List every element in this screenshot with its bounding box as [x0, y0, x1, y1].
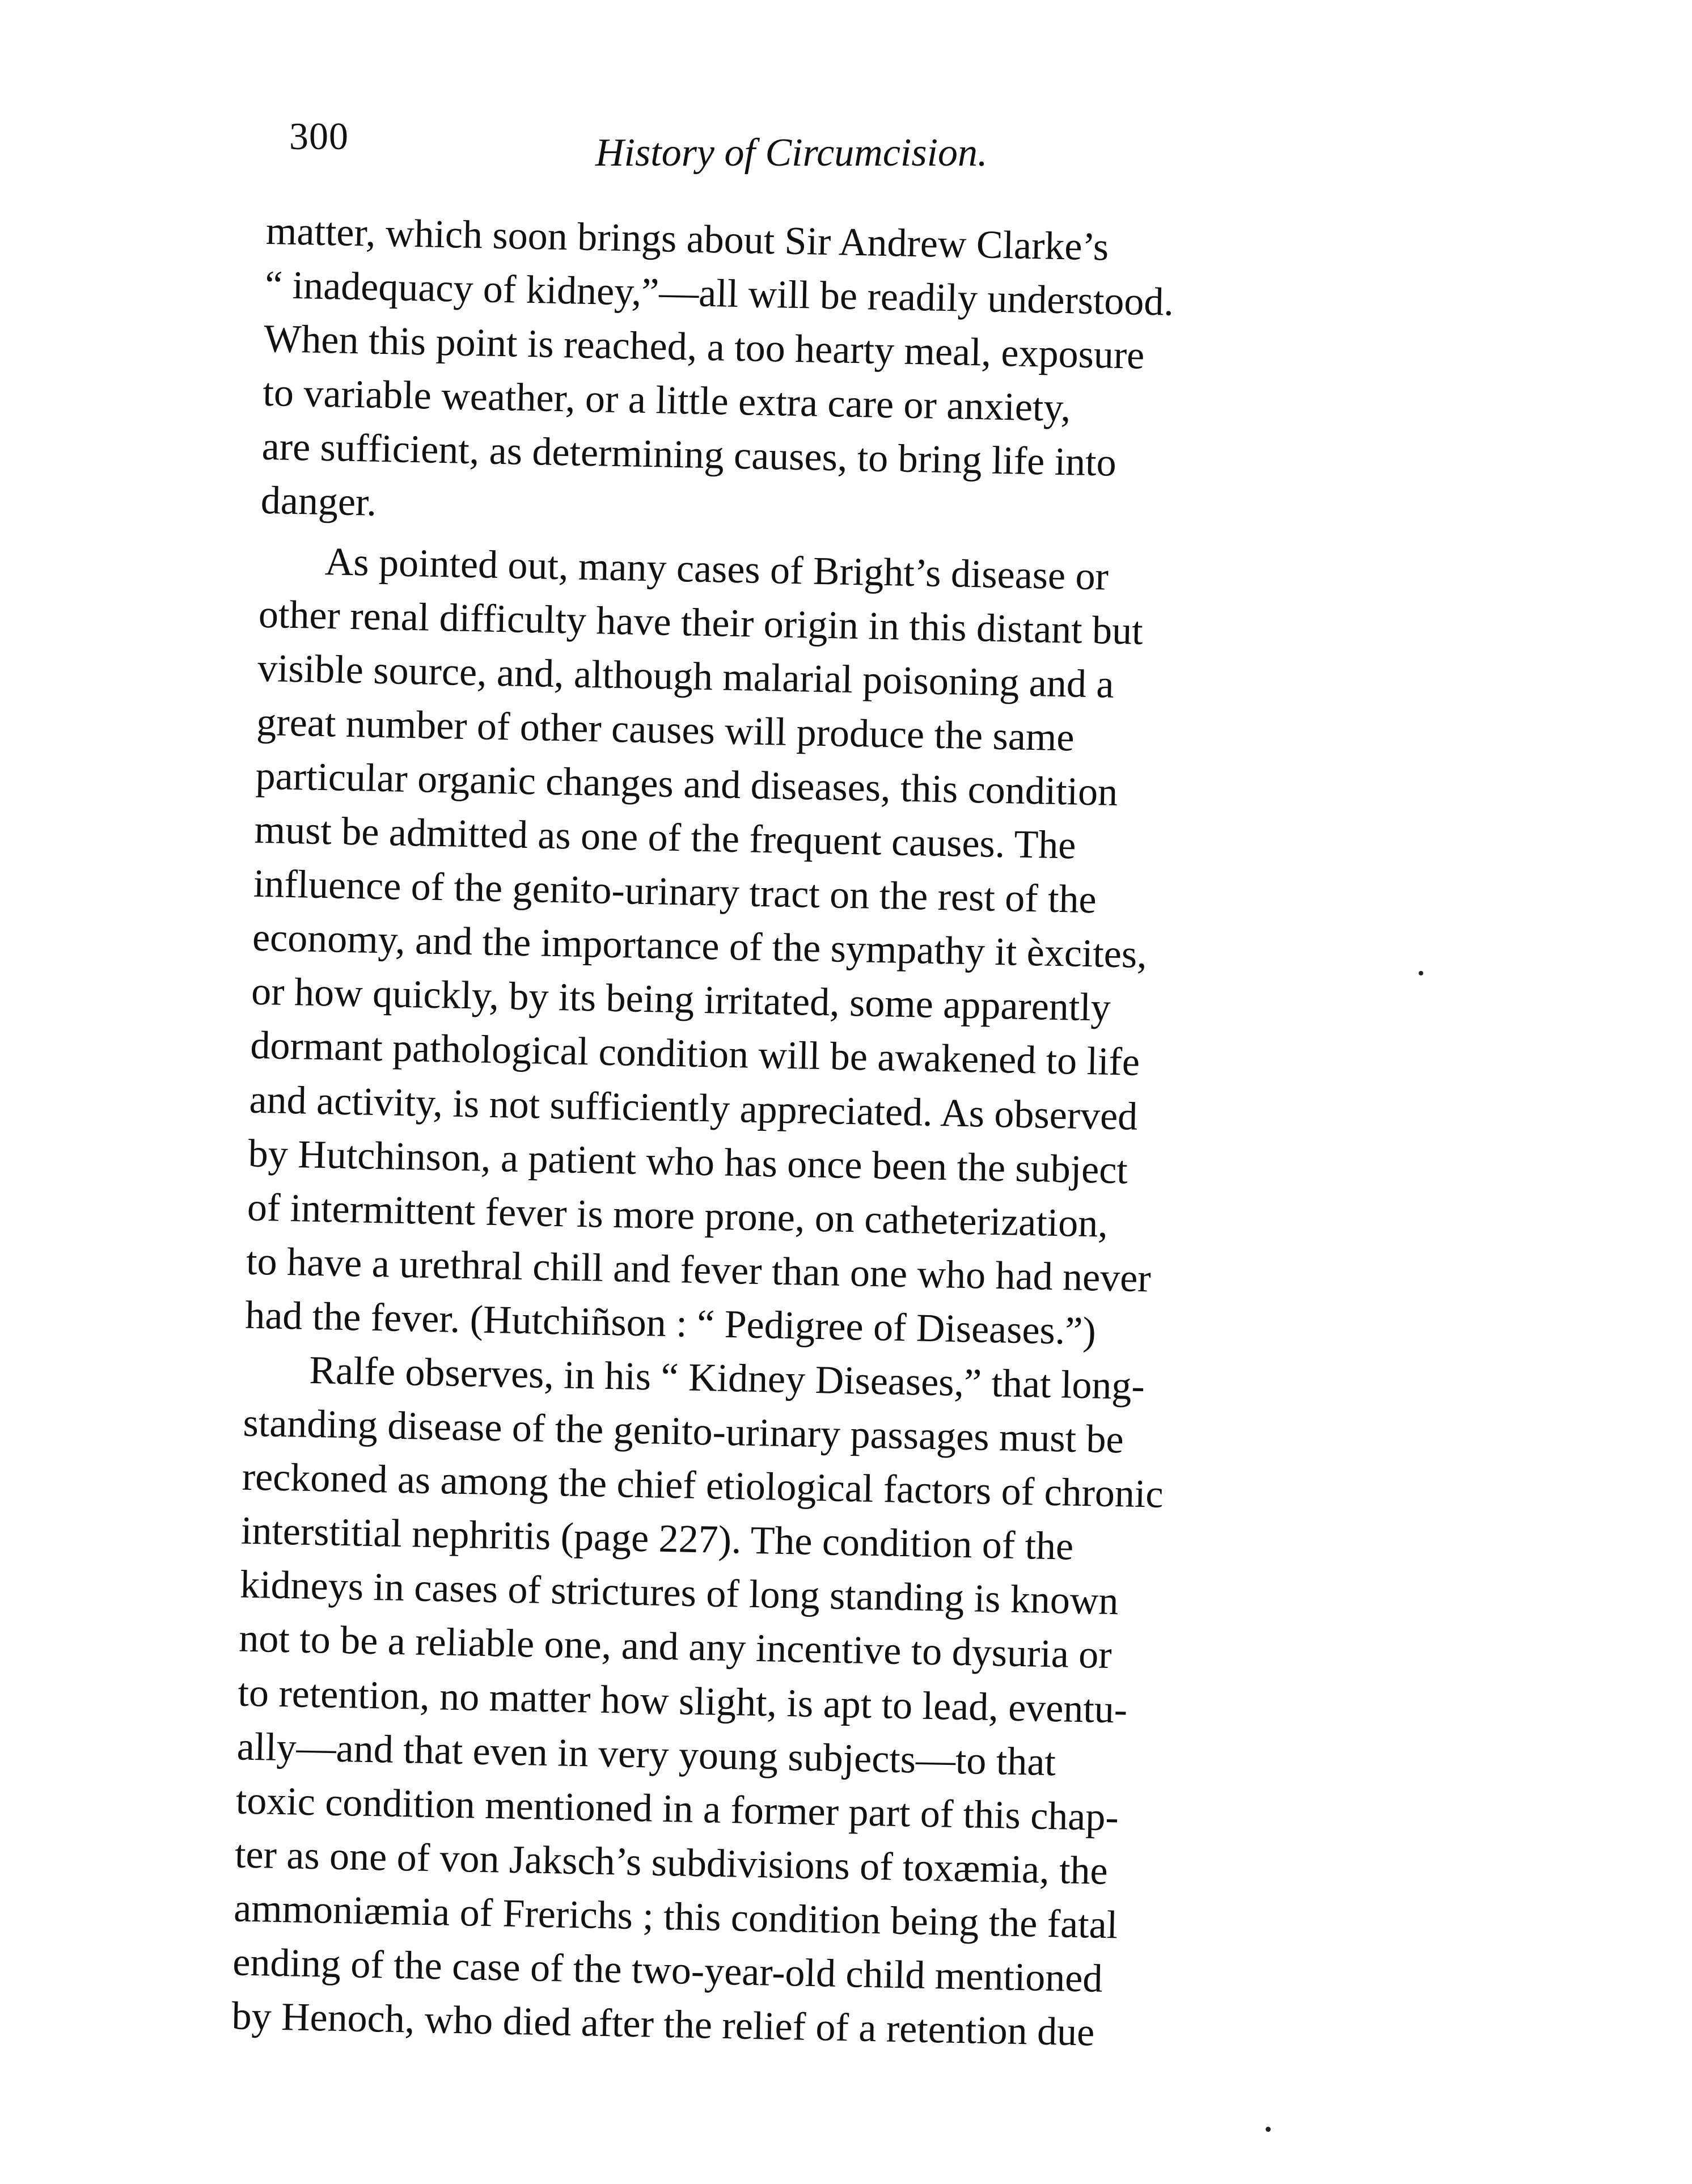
text-line: other renal difficulty have their origin in this distant but: [258, 592, 1144, 653]
page-number: 300: [289, 115, 349, 158]
text-line: great number of other causes will produce the same: [256, 700, 1075, 760]
text-line: and activity, is not sufficiently appreciated. As observed: [248, 1078, 1138, 1139]
text-line: dormant pathological condition will be awakened to life: [249, 1024, 1140, 1085]
text-line: by Henoch, who died after the relief of a retention due: [231, 1994, 1095, 2055]
text-line: or how quickly, by its being irritated, some apparently: [251, 970, 1111, 1030]
text-line: matter, which soon brings about Sir Andrew Clarke’s: [265, 209, 1109, 269]
text-line: not to be a reliable one, and any incentive to dysuria or: [238, 1616, 1113, 1678]
text-line: to retention, no matter how slight, is apt to lead, eventu-: [237, 1671, 1128, 1732]
paragraph-first-line: As pointed out, many cases of Bright’s disease or: [324, 539, 1109, 599]
text-line: danger.: [260, 479, 377, 525]
text-line: visible source, and, although malarial poisoning and a: [257, 646, 1115, 707]
text-line: to have a urethral chill and fever than one who had never: [246, 1239, 1152, 1301]
text-line: must be admitted as one of the frequent causes. The: [254, 808, 1077, 868]
text-line: standing disease of the genito-urinary passages must be: [242, 1401, 1124, 1462]
text-line: When this point is reached, a too hearty meal, exposure: [263, 317, 1145, 378]
text-line: are sufficient, as determining causes, to bring life into: [261, 425, 1117, 485]
text-line: kidneys in cases of strictures of long standing is known: [239, 1562, 1119, 1624]
text-line: influence of the genito-urinary tract on the rest of the: [253, 861, 1097, 922]
text-line: “ inadequacy of kidney,”—all will be readily understood.: [264, 263, 1174, 324]
text-line: ally—and that even in very young subjects—to that: [236, 1725, 1056, 1784]
ink-speck: [1419, 971, 1423, 975]
text-line: to variable weather, or a little extra care or anxiety,: [262, 371, 1072, 430]
text-line: ammoniæmia of Frerichs ; this condition being the fatal: [233, 1886, 1118, 1948]
text-line: toxic condition mentioned in a former part of this chap-: [235, 1779, 1119, 1840]
text-line: of intermittent fever is more prone, on catheterization,: [247, 1185, 1109, 1246]
text-line: had the fever. (Hutchiñson : “ Pedigree of Diseases.”): [244, 1293, 1097, 1354]
text-line: by Hutchinson, a patient who has once been the subject: [248, 1131, 1128, 1193]
paragraph-first-line: Ralfe observes, in his “ Kidney Diseases,” that long-: [308, 1348, 1145, 1409]
page-header: [289, 102, 1429, 187]
ink-speck: [1266, 2127, 1271, 2132]
text-line: interstitial nephritis (page 227). The condition of the: [240, 1509, 1074, 1569]
running-title: History of Circumcision.: [595, 131, 988, 175]
text-line: ending of the case of the two-year-old child mentioned: [232, 1940, 1103, 2001]
body-text: [231, 204, 1412, 2065]
text-line: economy, and the importance of the sympathy it èxcites,: [252, 915, 1148, 977]
text-line: ter as one of von Jaksch’s subdivisions of toxæmia, the: [234, 1832, 1109, 1893]
text-line: reckoned as among the chief etiological factors of chronic: [242, 1455, 1164, 1516]
text-line: particular organic changes and diseases, this condition: [255, 754, 1118, 814]
